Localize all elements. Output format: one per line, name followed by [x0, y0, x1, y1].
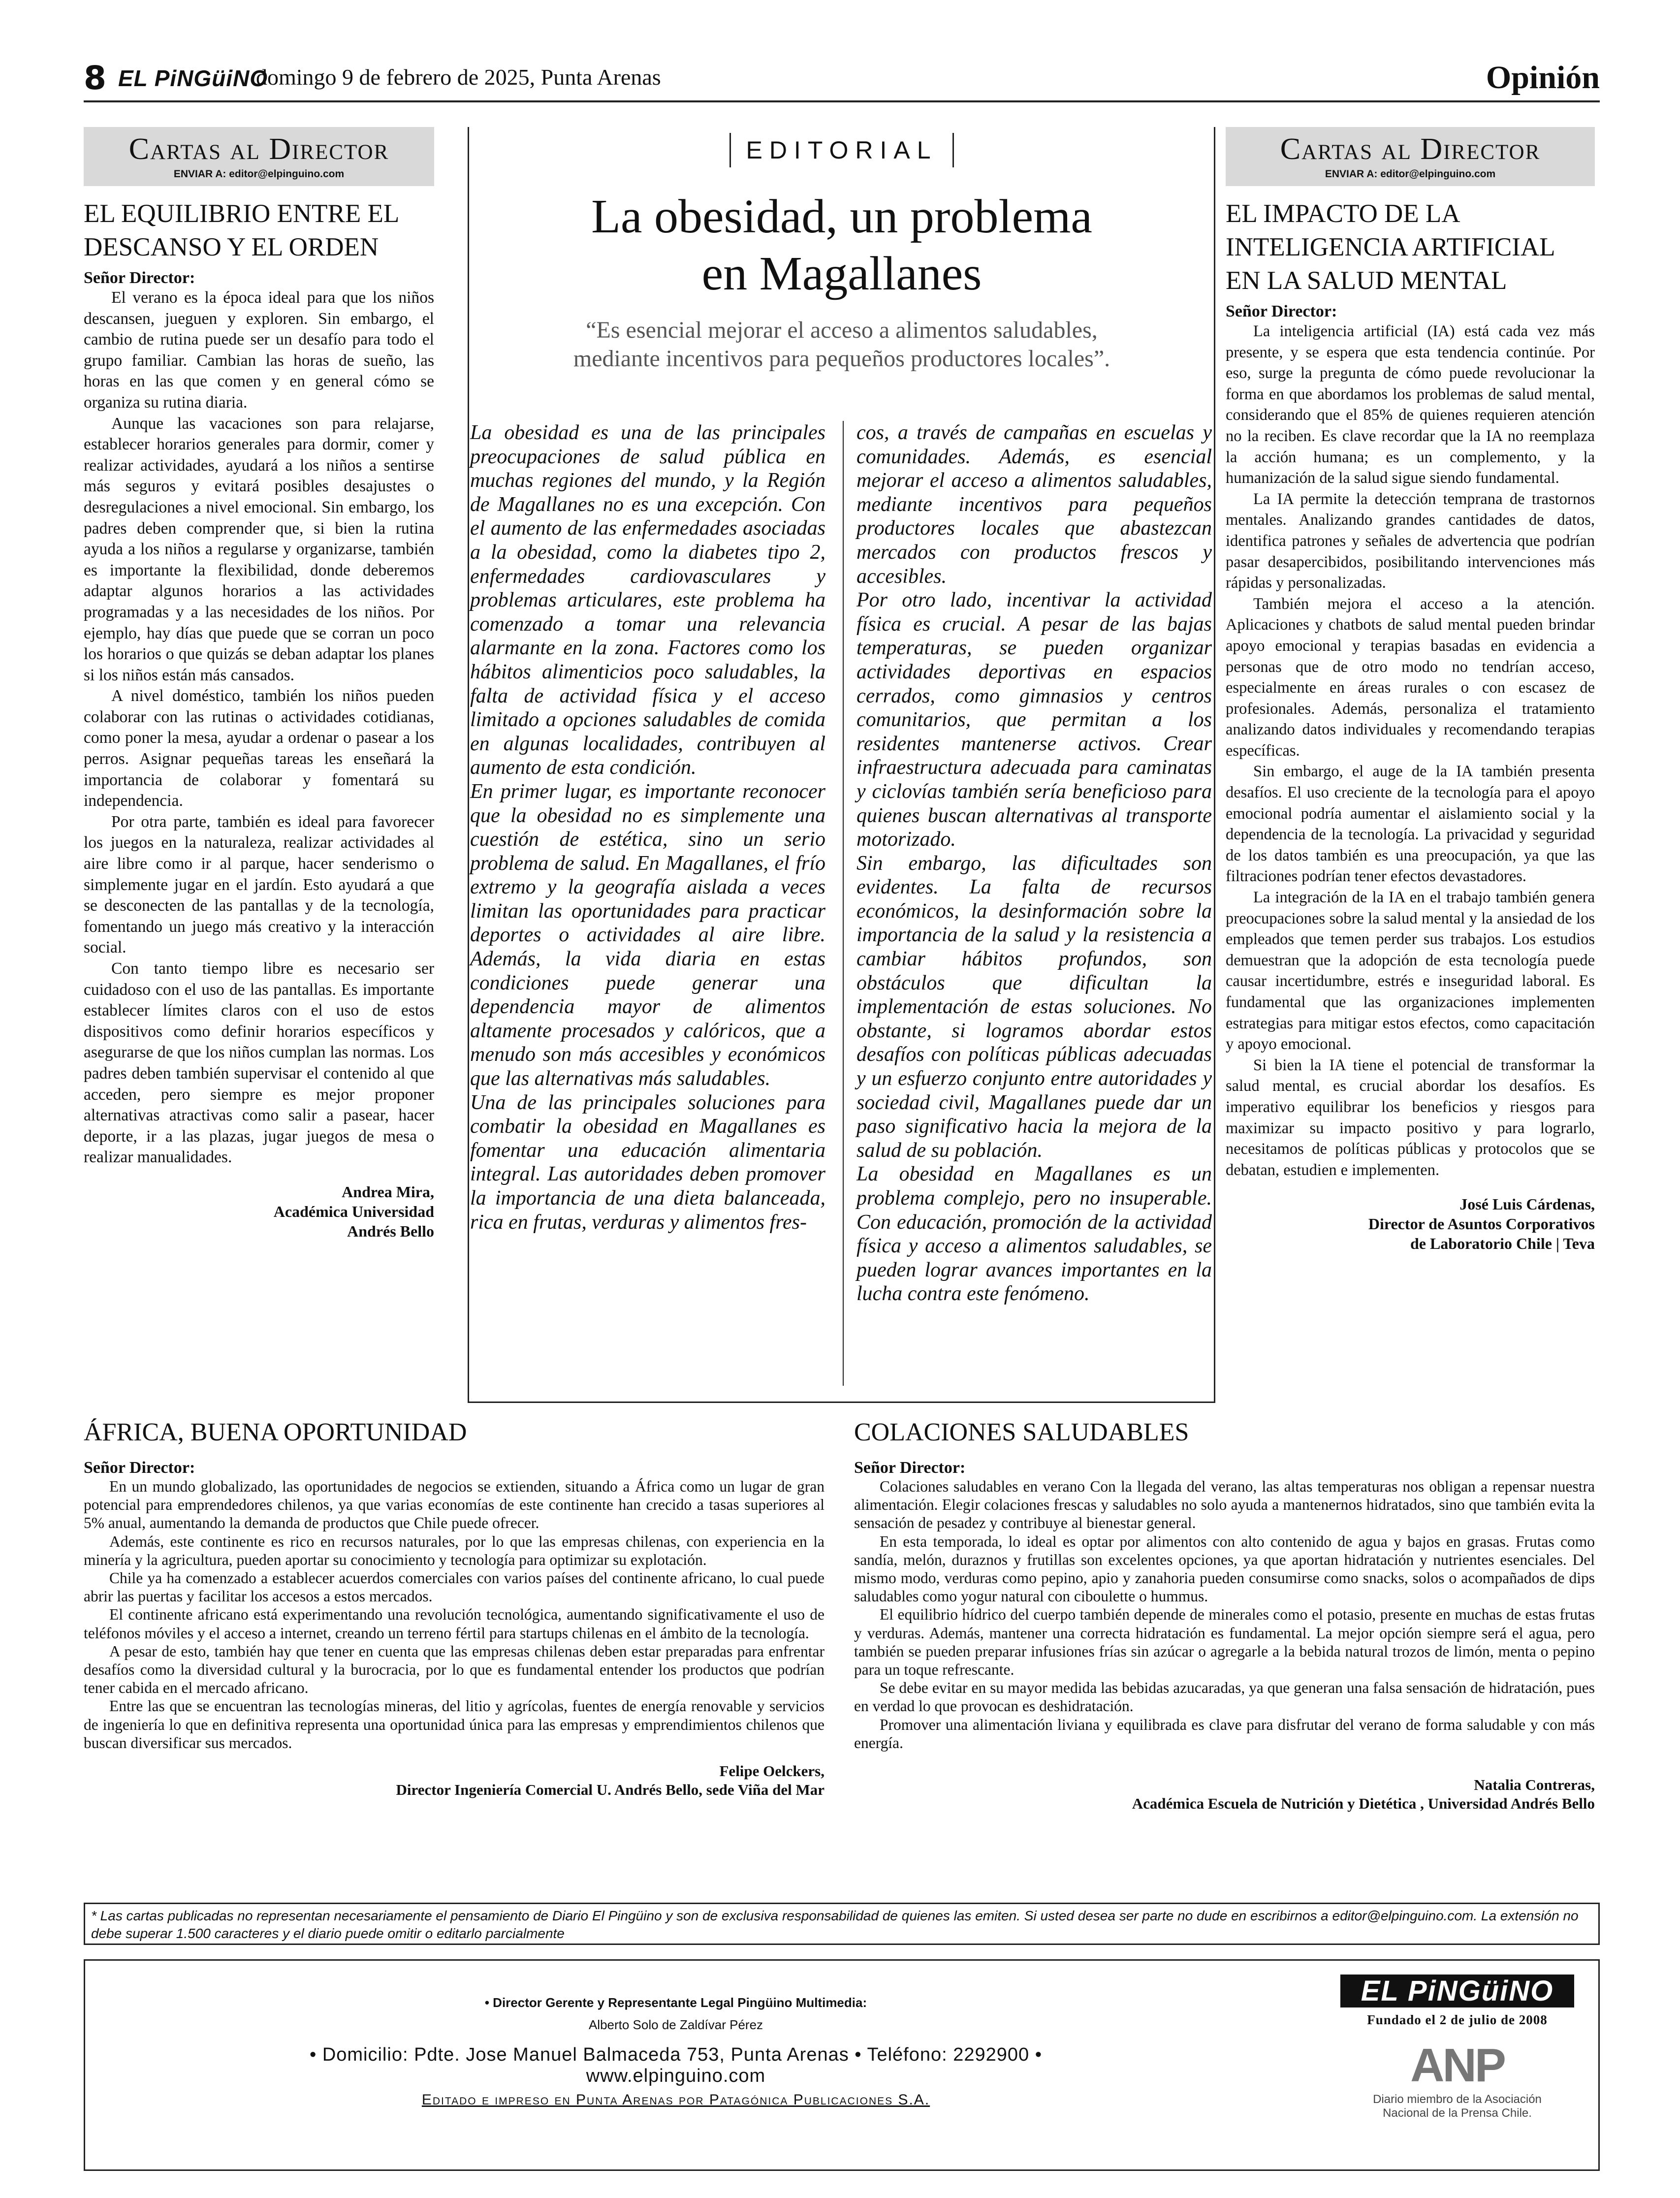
headline-line: en Magallanes — [701, 247, 982, 300]
anp-caption-line: Nacional de la Prensa Chile. — [1383, 2106, 1532, 2120]
director-label: • Director Gerente y Representante Legal Pingüino Multimedia: — [484, 1995, 867, 2010]
anp-caption — [1340, 2093, 1574, 2120]
paragraph: Si bien la IA tiene el potencial de transformar la salud mental, es crucial abordar los desafíos. Es imperativo equilibrar los beneficios y riesgos para maximizar su impacto positivo y para lograrlo, necesitamos de políticas públicas y protocolos que se debatan, estudien e implementen. — [1226, 1056, 1595, 1179]
page-number: 8 — [84, 59, 106, 97]
paragraph: En un mundo globalizado, las oportunidades de negocios se extienden, situando a África como un lugar de gran potencial para emprendedores chilenos, ya que varias economías de este continente han crecido a tasas superiores al 5% anual, aumentando la demanda de productos que Chile puede ofrecer. — [84, 1478, 824, 1532]
headline-line: La obesidad, un problema — [591, 190, 1092, 243]
letter-title: EL IMPACTO DE LA INTELIGENCIA ARTIFICIAL EN LA SALUD MENTAL — [1226, 199, 1554, 295]
signature-line: José Luis Cárdenas, — [1459, 1195, 1595, 1213]
cartas-box-title: Cartas al Director — [128, 132, 389, 166]
paragraph: Por otro lado, incentivar la actividad física es crucial. A pesar de las bajas temperaturas, se pueden organizar actividades deportivas en espacios cerrados, como gimnasios y centros comunitarios, que permitan a los residentes mantenerse activos. Crear infraestructura adecuada para caminatas y ciclovías también sería beneficioso para quienes buscan alternativas al transporte motorizado. — [856, 589, 1212, 851]
letter-salutation: Señor Director: — [854, 1459, 966, 1477]
signature-line: Felipe Oelckers, — [719, 1762, 824, 1780]
signature-line: Director Ingeniería Comercial U. Andrés Bello, sede Viña del Mar — [396, 1781, 824, 1799]
editorial-deck — [473, 316, 1211, 373]
letter-body — [854, 1477, 1595, 1752]
disclaimer-box: * Las cartas publicadas no representan necesariamente el pensamiento de Diario El Pingüino y son de exclusiva responsabilidad de quienes las emiten. Si usted desea ser parte no dude en escribirnos a editor@elpinguino.com. La extensión no debe superar 1.500 caracteres y el diario puede omitir o editarlo parcialmente — [84, 1903, 1600, 1945]
editorial-kicker-wrap — [473, 133, 1211, 167]
letter-signature — [84, 1762, 824, 1799]
address-line: • Domicilio: Pdte. Jose Manuel Balmaceda 753, Punta Arenas • Teléfono: 2292900 • www.elpinguino.com — [309, 2044, 1043, 2086]
signature-line: Andrés Bello — [347, 1222, 434, 1240]
paragraph: A pesar de esto, también hay que tener en cuenta que las empresas chilenas deben estar preparadas para enfrentar desafíos como la diversidad cultural y la burocracia, por lo que es fundamental entender los productos que podrían tener cabida en el mercado africano. — [84, 1642, 824, 1697]
signature-line: de Laboratorio Chile | Teva — [1410, 1235, 1595, 1253]
signature-line: Natalia Contreras, — [1474, 1776, 1595, 1794]
letter-signature — [854, 1776, 1595, 1813]
bottom-right-letter — [854, 1418, 1595, 1876]
letter-signature — [1226, 1194, 1595, 1253]
masthead-brand: EL PiNGüiNO — [118, 65, 268, 91]
footer-box — [84, 1959, 1600, 2171]
paragraph: La obesidad es una de las principales preocupaciones de salud pública en muchas regiones del mundo, y la Región de Magallanes no es una excepción. Con el aumento de las enfermedades asociadas a la obesidad, como la diabetes tipo 2, enfermedades cardiovasculares y problemas articulares, este problema ha comenzado a tomar una relevancia alarmante en la zona. Factores como los hábitos alimenticios poco saludables, la falta de actividad física y el acceso limitado a opciones saludables de comida en algunas localidades, contribuyen al aumento de esta condición. — [470, 421, 825, 779]
paragraph: Promover una alimentación liviana y equilibrada es clave para disfrutar del verano de forma saludable y con más energía. — [854, 1716, 1595, 1752]
editorial-column-1 — [470, 421, 825, 1234]
footer-brand-logo: EL PiNGüiNO — [1340, 1975, 1574, 2007]
paragraph: En esta temporada, lo ideal es optar por alimentos con alto contenido de agua y bajos en grasas. Frutas como sandía, melón, duraznos y frutillas son excelentes opciones, ya que aportan hidratación y nutrientes esenciales. Del mismo modo, verduras como pepino, apio y zanahoria pueden consumirse como snacks, solos o acompañados de dips saludables como yogur natural con ciboulette o hummus. — [854, 1532, 1595, 1605]
letter-body — [84, 287, 434, 1168]
paragraph: La integración de la IA en el trabajo también genera preocupaciones sobre la salud mental y la ansiedad de los empleados que temen perder sus trabajos. Los estudios demuestran que la adopción de esta tecnología puede causar incertidumbre, estrés e inseguridad laboral. Es fundamental que las organizaciones implementen estrategias para mitigar estos efectos, como capacitación y apoyo emocional. — [1226, 889, 1595, 1053]
founded-date: Fundado el 2 de julio de 2008 — [1367, 2012, 1548, 2027]
editorial-left-rule — [468, 127, 469, 1403]
left-letter-column — [84, 127, 434, 1407]
signature-line: Andrea Mira, — [342, 1182, 434, 1201]
editorial-right-rule — [1214, 127, 1215, 1403]
paragraph: Sin embargo, el auge de la IA también presenta desafíos. El uso creciente de la tecnología para el apoyo emocional podría aumentar el aislamiento social y la dependencia de la tecnología. La privacidad y seguridad de los datos también es una preocupación, ya que las filtraciones podrían tener efectos devastadores. — [1226, 763, 1595, 886]
paragraph: Se debe evitar en su mayor medida las bebidas azucaradas, ya que generan una falsa sensación de hidratación, pues en verdad lo que provocan es deshidratación. — [854, 1679, 1595, 1715]
paragraph: Colaciones saludables en verano Con la llegada del verano, las altas temperaturas nos obligan a repensar nuestra alimentación. Elegir colaciones frescas y saludables no solo ayuda a mantenernos hidratados, sino que también evita la sensación de pesadez y contribuye al bienestar general. — [854, 1478, 1595, 1532]
paragraph: También mejora el acceso a la atención. Aplicaciones y chatbots de salud mental pueden brindar apoyo emocional y terapias basadas en evidencia a personas que de otro modo no tendrían acceso, especialmente en áreas rurales o con escasez de profesionales. Además, personaliza el tratamiento analizando datos individuales y recomendando terapias específicas. — [1226, 595, 1595, 760]
signature-line: Académica Universidad — [273, 1202, 434, 1220]
deck-line: mediante incentivos para pequeños productores locales”. — [573, 346, 1110, 372]
letter-title: EL EQUILIBRIO ENTRE EL DESCANSO Y EL ORDEN — [84, 199, 399, 261]
editorial-kicker: EDITORIAL — [729, 133, 953, 167]
letter-body — [84, 1477, 824, 1752]
footer-credits — [233, 1995, 1119, 2108]
paragraph: Además, este continente es rico en recursos naturales, por lo que las empresas chilenas, con experiencia en la minería y la agricultura, pueden aportar su conocimiento y tecnología para optimizar su explotación. — [84, 1532, 824, 1568]
paragraph: En primer lugar, es importante reconocer que la obesidad no es simplemente una cuestión de estética, sino un serio problema de salud. En Magallanes, el frío extremo y la geografía aislada a veces limitan las oportunidades para practicar deportes o actividades al aire libre. Además, la vida diaria en estas condiciones puede generar una dependencia mayor de alimentos altamente procesados y calóricos, que a menudo son más accesibles y económicos que las alternativas más saludables. — [470, 780, 825, 1090]
deck-line: “Es esencial mejorar el acceso a alimentos saludables, — [586, 317, 1098, 343]
paragraph: Sin embargo, las dificultades son evidentes. La falta de recursos económicos, la desinformación sobre la importancia de la salud y la resistencia a cambiar hábitos profundos, son obstáculos que dificultan la implementación de estas soluciones. No obstante, si logramos abordar estos desafíos con políticas públicas adecuadas y un esfuerzo conjunto entre autoridades y sociedad civil, Magallanes puede dar un paso significativo hacia la mejora de la salud de su población. — [856, 852, 1212, 1162]
signature-line: Director de Asuntos Corporativos — [1368, 1215, 1595, 1233]
cartas-header-box — [84, 127, 434, 186]
cartas-box-title: Cartas al Director — [1280, 132, 1541, 166]
letter-title: COLACIONES SALUDABLES — [854, 1418, 1189, 1446]
paragraph: Aunque las vacaciones son para relajarse, establecer horarios generales para dormir, comer y realizar actividades, ayudará a los niños a sentirse más seguros y evitará posibles desajustes o desregulaciones a nivel emocional. Sin embargo, los padres deben comprender que, si bien la rutina ayuda a los niños a regularse y organizarse, también es importante la flexibilidad, donde deberemos adaptar algunos horarios a las actividades programadas y a las necesidades de los niños. Por ejemplo, hay días que puede que se corran un poco los horarios o que quizás se deban adaptar los planes si los niños están más cansados. — [84, 414, 434, 684]
paragraph: A nivel doméstico, también los niños pueden colaborar con las rutinas o actividades cotidianas, como poner la mesa, ayudar a ordenar o pasear a los perros. Asignar pequeñas tareas les enseñará la importancia de colaborar y fomentará su independencia. — [84, 687, 434, 810]
director-name: Alberto Solo de Zaldívar Pérez — [588, 2017, 763, 2032]
editorial-bottom-rule — [468, 1402, 1215, 1403]
paragraph: Con tanto tiempo libre es necesario ser cuidadoso con el uso de las pantallas. Es importante establecer límites claros con el uso de estos dispositivos como definir horarios específicos y asegurarse de que los niños cumplan las normas. Los padres deben también supervisar el contenido al que acceden, pero siempre es mejor proponer alternativas atractivas como salir a pasear, hacer deporte, ir a las plazas, jugar juegos de mesa o realizar manualidades. — [84, 959, 434, 1167]
cartas-header-box — [1226, 127, 1595, 186]
paragraph: Una de las principales soluciones para combatir la obesidad en Magallanes es fomentar una educación alimentaria integral. Las autoridades deben promover la importancia de una dieta balanceada, rica en frutas, verduras y alimentos fres- — [470, 1091, 825, 1234]
dateline: domingo 9 de febrero de 2025, Punta Arenas — [256, 64, 661, 90]
letter-salutation: Señor Director: — [84, 269, 195, 287]
paragraph: Entre las que se encuentran las tecnologías mineras, del litio y agrícolas, fuentes de energía renovable y servicios de ingeniería lo que en definitiva representa una oportunidad única para las empresas y emprendimientos chilenos que buscan diversificar sus mercados. — [84, 1697, 824, 1752]
section-title: Opinión — [1486, 60, 1600, 96]
letter-salutation: Señor Director: — [1226, 302, 1337, 320]
page-header — [84, 58, 1600, 102]
bottom-left-letter — [84, 1418, 824, 1876]
editorial — [473, 133, 1211, 373]
letter-signature — [84, 1182, 434, 1241]
paragraph: cos, a través de campañas en escuelas y comunidades. Además, es esencial mejorar el acceso a alimentos saludables, mediante incentivos para pequeños productores locales que abastezcan mercados con productos frescos y accesibles. — [856, 421, 1212, 588]
paragraph: La inteligencia artificial (IA) está cada vez más presente, y se espera que esta tendencia continúe. Por eso, surge la pregunta de cómo puede revolucionar la forma en que abordamos los problemas de salud mental, considerando que el 85% de quienes requieren atención no la reciben. Es clave recordar que la IA no reemplaza la acción humana; es un complemento, y la humanización de la salud sigue siendo fundamental. — [1226, 322, 1595, 487]
cartas-box-email: ENVIAR A: editor@elpinguino.com — [173, 168, 345, 180]
letter-body — [1226, 321, 1595, 1180]
letter-salutation: Señor Director: — [84, 1459, 195, 1477]
paragraph: La IA permite la detección temprana de trastornos mentales. Analizando grandes cantidades de datos, identifica patrones y señales de advertencia que podrían pasar desapercibidos, posibilitando intervenciones más rápidas y personalizadas. — [1226, 490, 1595, 592]
printer-line: Editado e impreso en Punta Arenas por Patagónica Publicaciones S.A. — [421, 2092, 930, 2108]
footer-logo-area — [1340, 1975, 1574, 2120]
paragraph: La obesidad en Magallanes es un problema complejo, pero no insuperable. Con educación, promoción de la actividad física y acceso a alimentos saludables, se pueden lograr avances importantes en la lucha contra este fenómeno. — [856, 1163, 1212, 1306]
editorial-column-2 — [856, 421, 1212, 1306]
anp-logo — [1340, 2039, 1574, 2093]
paragraph: Por otra parte, también es ideal para favorecer los juegos en la naturaleza, realizar actividades al aire libre como ir al parque, hacer senderismo o simplemente jugar en el jardín. Esto ayudará a que se desconecten de las pantallas y de la tecnología, fomentando un juego más creativo y la interacción social. — [84, 812, 434, 957]
signature-line: Académica Escuela de Nutrición y Dietética , Universidad Andrés Bello — [1132, 1795, 1595, 1813]
paragraph: El verano es la época ideal para que los niños descansen, jueguen y exploren. Sin embargo, el cambio de rutina puede ser un desafío para todo el grupo familiar. Cambian las horas de sueño, las horas en las que comen y en general cómo se organiza su rutina diaria. — [84, 288, 434, 412]
paragraph: El continente africano está experimentando una revolución tecnológica, aumentando significativamente el uso de teléfonos móviles y el acceso a internet, creando un terreno fértil para startups chilenas en el ámbito de la tecnología. — [84, 1606, 824, 1642]
editorial-column-rule — [843, 421, 844, 1386]
letter-title: ÁFRICA, BUENA OPORTUNIDAD — [84, 1418, 467, 1446]
paragraph: El equilibrio hídrico del cuerpo también depende de minerales como el potasio, presente en muchas de estas frutas y verduras. Además, mantener una correcta hidratación es fundamental. La mejor opción siempre será el agua, pero también se pueden preparar infusiones frías sin azúcar o agregarle a la bebida natural trozos de limón, menta o pepino para un toque refrescante. — [854, 1606, 1595, 1679]
editorial-headline — [473, 188, 1211, 302]
paragraph: Chile ya ha comenzado a establecer acuerdos comerciales con varios países del continente africano, lo cual puede abrir las puertas y facilitar los accesos a estos mercados. — [84, 1569, 824, 1605]
anp-logo-text: ANP — [1410, 2039, 1504, 2092]
cartas-box-email: ENVIAR A: editor@elpinguino.com — [1325, 168, 1496, 180]
anp-caption-line: Diario miembro de la Asociación — [1373, 2093, 1542, 2106]
right-letter-column — [1226, 127, 1595, 1407]
